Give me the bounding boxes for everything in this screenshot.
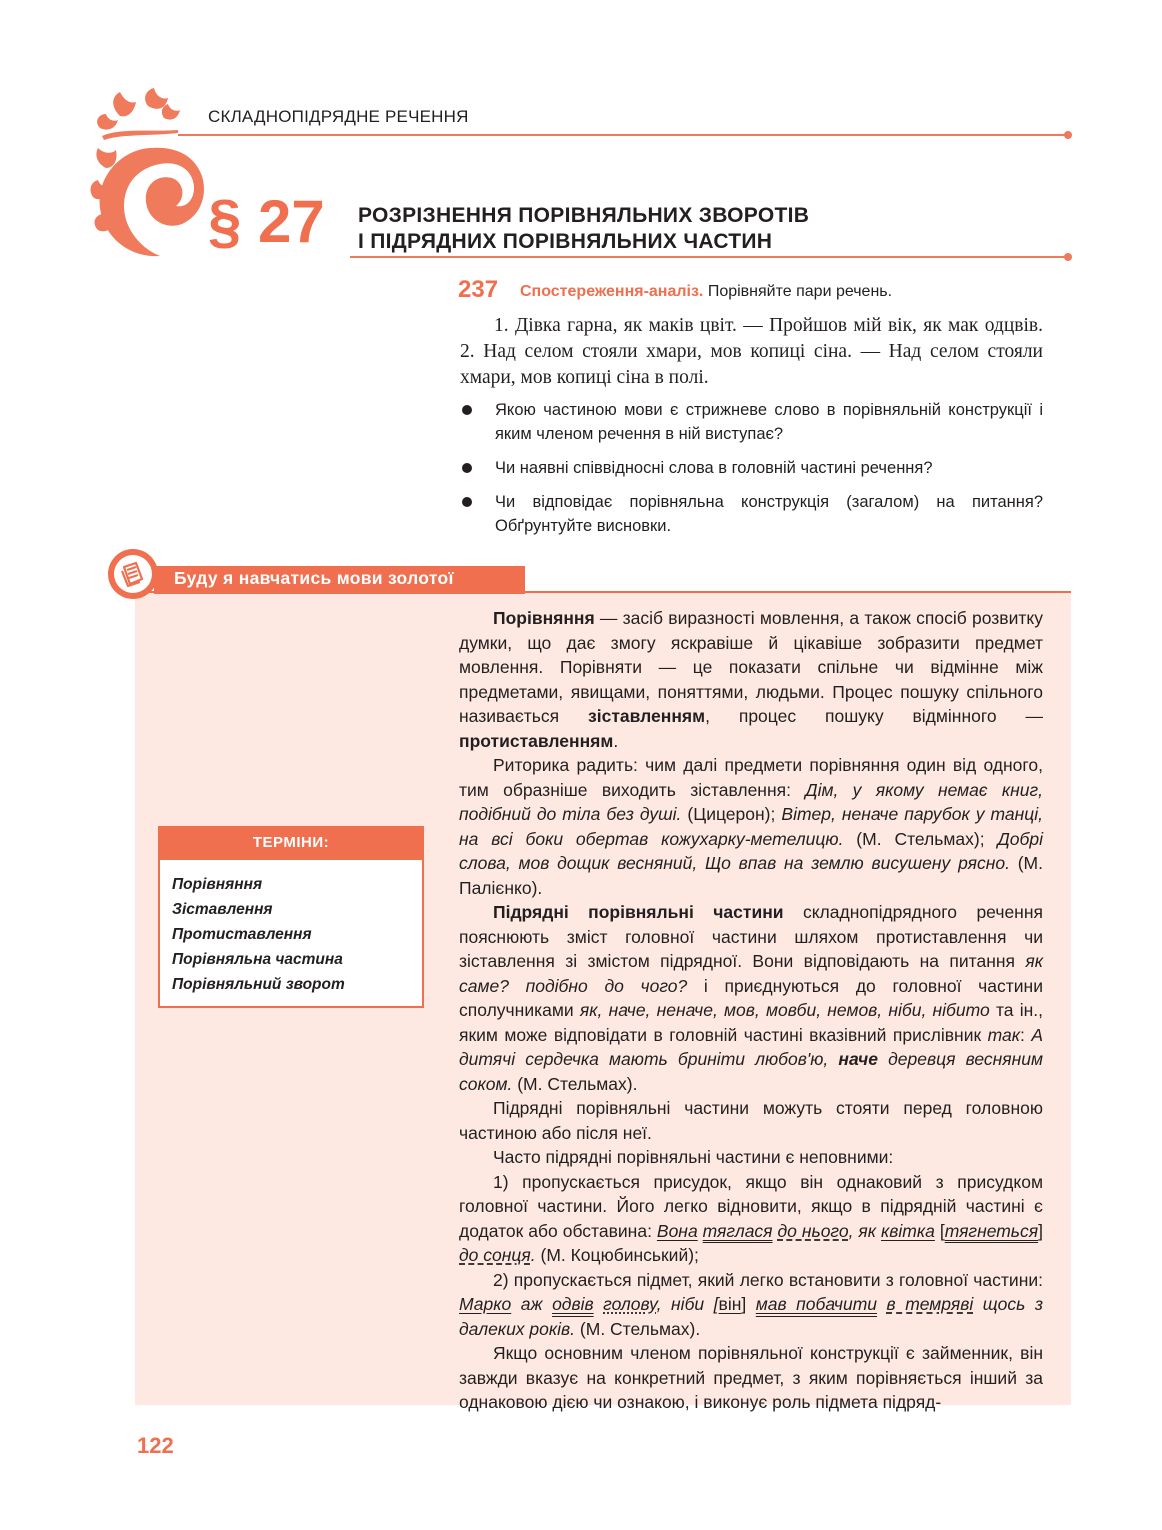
exercise-instruction: Порівняйте пари речень. bbox=[707, 283, 893, 300]
exercise-text bbox=[460, 313, 1043, 391]
paragraph: Порівняння — засіб виразності мовлення, а також спосіб розвитку думки, що дає змогу яскравіше й цікавіше зобразити предмет мовлення. Порівняти — це показати спільне чи відмінне між предметами, явищами, поняттями, людьми. Процес пошуку спільного називається зіставленням, процес пошуку відмінного — протиставленням. bbox=[459, 608, 1043, 751]
question-item: Якою частиною мови є стрижневе слово в порівняльній конструкції і яким членом речення в ній виступає? bbox=[460, 398, 1043, 446]
term-item: Порівняльна частина bbox=[172, 951, 343, 968]
exercise-heading bbox=[520, 283, 892, 301]
theory-text bbox=[459, 606, 1043, 1415]
header-rule-dot bbox=[1064, 131, 1072, 139]
paragraph: Риторика радить: чим далі предмети порівняння один від одного, тим образніше виходить зіставлення: Дім, у якому немає книг, подібний до тіла без душі. (Цицерон); Вітер, неначе парубок у танці, на всі боки обертав кожухарку-метелицю. (М. Стельмах); Добрі слова, мов дощик весняний, Що впав на землю висушену рясно. (М. Палієнко). bbox=[459, 755, 1044, 898]
notebook-icon bbox=[118, 559, 148, 589]
exercise-number: 237 bbox=[458, 276, 499, 303]
section-band-title: Буду я навчатись мови золотої bbox=[174, 568, 454, 588]
exercise-label: Спостереження-аналіз. bbox=[520, 283, 704, 300]
terms-title: ТЕРМІНИ: bbox=[252, 834, 330, 851]
paragraph: 1) пропускається присудок, якщо він однаковий з присудком головної частини. Його легко відновити, якщо в підрядній частині є додаток або обставина: Вона тяглася до нього, як квітка [тягнеться] до сонця. (М. Коцюбинський); bbox=[459, 1171, 1043, 1265]
term-item: Порівняльний зворот bbox=[172, 976, 345, 993]
exercise-sentences: 1. Дівка гарна, як маків цвіт. — Пройшов мій вік, як мак одцвів. 2. Над селом стояли хмари, мов копиці сіна. — Над селом стояли хмари, мов копиці сіна в полі. bbox=[460, 315, 1043, 388]
paragraph: 2) пропускається підмет, який легко встановити з головної частини: Марко аж одвів голову, ніби [він] мав побачити в темряві щось з далеких років. (М. Стельмах). bbox=[459, 1269, 1043, 1339]
page-number: 122 bbox=[137, 1433, 174, 1458]
section-title-line-2: І ПІДРЯДНИХ ПОРІВНЯЛЬНИХ ЧАСТИН bbox=[358, 230, 773, 253]
bullet-icon bbox=[462, 405, 472, 415]
paragraph: Підрядні порівняльні частини складнопідрядного речення пояснюють зміст головної частини шляхом протиставлення чи зіставлення зі змістом підрядної. Вони відповідають на питання як саме? подібно до чого? і приєднуються до головної частини сполучниками як, наче, неначе, мов, мовби, немов, ніби, нібито та ін., яким може відповідати в головній частині вказівний прислівник так: А дитячі сердечка мають бриніти любов'ю, наче деревця весняним соком. (М. Стельмах). bbox=[459, 902, 1043, 1094]
title-rule-dot bbox=[1064, 253, 1072, 261]
paragraph: Часто підрядні порівняльні частини є неповними: bbox=[493, 1147, 894, 1167]
terms-list bbox=[172, 872, 345, 997]
paragraph: Якщо основним членом порівняльної конструкції є займенник, він завжди вказує на конкретний предмет, з яким порівняється інший за однаковою дією чи ознакою, і виконує роль підмета підряд- bbox=[459, 1343, 1043, 1412]
header-rule bbox=[178, 134, 1068, 136]
section-title-line-1: РОЗРІЗНЕННЯ ПОРІВНЯЛЬНИХ ЗВОРОТІВ bbox=[358, 204, 810, 227]
exercise-questions bbox=[460, 398, 1043, 548]
floral-ornament-icon bbox=[90, 88, 215, 268]
title-rule bbox=[350, 256, 1068, 258]
term-item: Протиставлення bbox=[172, 926, 312, 943]
question-item: Чи відповідає порівняльна конструкція (загалом) на питання? Обґрунтуйте висновки. bbox=[460, 490, 1043, 538]
running-head: СКЛАДНОПІДРЯДНЕ РЕЧЕННЯ bbox=[208, 107, 469, 126]
question-item: Чи наявні співвідносні слова в головній частині речення? bbox=[460, 456, 1043, 480]
section-number: § 27 bbox=[208, 188, 325, 255]
term-item: Зіставлення bbox=[172, 901, 273, 918]
bullet-icon bbox=[462, 463, 472, 473]
bullet-icon bbox=[462, 497, 472, 507]
term-item: Порівняння bbox=[172, 876, 263, 893]
section-title bbox=[358, 203, 809, 255]
paragraph: Підрядні порівняльні частини можуть стояти перед головною частиною або після неї. bbox=[459, 1098, 1043, 1143]
